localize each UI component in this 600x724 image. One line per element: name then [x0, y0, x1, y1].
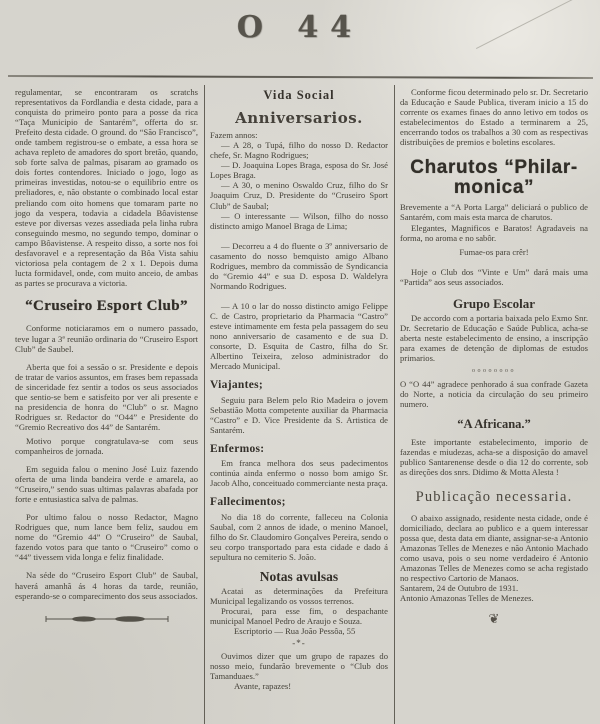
list-item: — A 28, o Tupá, filho do nosso D. Redactor chefe, Sr. Magno Rodrigues; — [210, 140, 388, 161]
paragraph: Conforme noticiaramos em o numero passado, teve lugar a 3ª reunião ordinaria do “Cruseiro Esport Club” de Saubel. — [15, 323, 198, 354]
section-title-notas-avulsas: Notas avulsas — [259, 569, 339, 585]
subsection-anniversarios: Anniversarios. — [235, 108, 363, 127]
paragraph: Seguiu para Belem pelo Rio Madeira o jovem Sebastião Motta competente auxiliar da Pharmacia “Castro” e D. Vice Presidente da S. Artistica de Santarém. — [210, 394, 388, 435]
divider-ornament-icon — [42, 613, 172, 625]
paragraph: Este importante estabelecimento, imporio de fazendas e miudezas, acha-se a disposição do amavel publico Santarenense desde o dia 12 do corrente, sob as direções dos snrs. Didimo & Motta Alesta ! — [400, 436, 588, 478]
masthead-title: O 44 — [236, 10, 364, 45]
paragraph: Procurai, para esse fim, o despachante municipal Manoel Pedro de Araujo e Souza. — [210, 606, 388, 627]
paragraph: — A 10 o lar do nosso distincto amigo Felippe C. de Castro, proprietario da Pharmacia “Castro” esteve intimamente em festa pela passagem do seu nono anniversario de casamento e de sua D. consorte, D. Esquita de Castro, filha do Sr. Albertino Teixeira, zeloso administrador do Mercado Municipal. — [210, 300, 388, 372]
paragraph: Brevemente a “A Porta Larga” deliciará o publico de Santarém, com mais esta marca de charutos. — [400, 202, 588, 223]
column-right — [394, 85, 594, 724]
paragraph: Avante, rapazes! — [234, 680, 292, 691]
article-football-continuation: regulamentar, se encontraram os scratchs representativos da Fordlandia e desta cidade, para a conquista do primeiro ponto para a posse da rica “Taça Municipio de Santarém”, offerta do sr. Prefeito desta cidade. O ground. do “São Francisco”, onde tambem registrou-se o embate, a essa hora se achava repleto de amadores do sport bretão, quando, sob forte salva de palmas, pisaram ao gramado os dois fortes contendores. Iniciado o jogo, logo as primeiras investidas, notou-se o equilibrio entre os preliadores, e, não obstante o combinado local estar preliando com oito homens que tomaram parte no jogo da vespera, todavia a cidadela Bôavistense esteve por diversas vezes assediada pela linha rubra conseguindo mesmo, no segundo tempo, dominar o campo Bôavistense. A respeito disso, a sorte nos foi desfavoravel e a representação da Bôa Vista sahiu victoriosa pela contagem de 2 x 1. Depois duma lucta formidavel, onde, com muito anceio, de ambas as partes se procurava a victoria. — [15, 87, 198, 288]
paragraph: O “O 44” agradece penhorado á sua confrade Gazeta do Norte, a noticia da circulação do seu primeiro numero. — [400, 379, 588, 410]
section-title-a-africana: “A Africana.” — [457, 417, 531, 432]
dotted-divider-icon: oooooooo — [472, 368, 516, 375]
paragraph: — Decorreu a 4 do fluente o 3º anniversario de casamento do nosso bemquisto amigo Albano Rodrigues, membro da commissão de Syndicancia do “Gremio 44” e sua D. esposa D. Waldelyra Normando Rodrigues. — [210, 240, 388, 291]
masthead-rule — [8, 75, 593, 79]
subsection-viajantes: Viajantes; — [210, 379, 264, 392]
list-item: — D. Joaquina Lopes Braga, esposa do Sr. José Lopes Braga. — [210, 160, 388, 181]
asterisk-divider-icon: -*- — [292, 638, 306, 649]
signature-line: Antonio Amazonas Telles de Menezes. — [400, 593, 534, 604]
paragraph: Por ultimo falou o nosso Redactor, Magno Rodrigues que, num lance bem feliz, saudou em nome do “Gremio 44” O “Cruseiro” de Saubal, fazendo votos para que tanto o “Cruseiro” como o “44” tivessem vida longa e feliz finalidade. — [15, 512, 198, 563]
ad-headline-line1: Charutos “Philar- — [410, 157, 578, 179]
paragraph: De accordo com a portaria baixada pelo Exmo Snr. Dr. Secretario de Educação e Saúde Publica, acha-se aberta neste estabelecimento de ensino, a inscripção para exames de detenção de diplomas de estudos primarios. — [400, 312, 588, 364]
paragraph: Acatai as determinações da Prefeitura Municipal legalizando os vossos terrenos. — [210, 585, 388, 606]
floral-ornament-icon: ❦ — [488, 611, 500, 627]
date-line: Santarem, 24 de Outubro de 1931. — [400, 583, 519, 594]
headline-cruseiro-esport-club: “Cruseiro Esport Club” — [25, 297, 188, 314]
paragraph: Hoje o Club dos “Vinte e Um” dará mais uma “Partida” aos seus associados. — [400, 266, 588, 287]
section-title-grupo-escolar: Grupo Escolar — [453, 295, 535, 311]
subsection-fallecimentos: Fallecimentos; — [210, 496, 286, 509]
subsection-enfermos: Enfermos: — [210, 442, 265, 455]
ad-headline-line2: monica” — [453, 176, 535, 198]
paragraph: Na séde do “Cruseiro Esport Club” de Saubal, haverá amanhã ás 4 horas da tarde, reunião, esperando-se o comparecimento dos seus associados. — [15, 570, 198, 601]
paragraph: Em franca melhora dos seus padecimentos continúa ainda enfermo o nosso bom amigo Sr. Jacob Alho, conceituado commerciante nesta praça. — [210, 458, 388, 489]
paragraph: Motivo porque congratulava-se com seus companheiros de jornada. — [15, 435, 198, 456]
ad-slogan: Fumae-os para crêr! — [459, 246, 529, 257]
paragraph: Aberta que foi a sessão o sr. Presidente e depois de tratar de varios assuntos, em frases bem repassada de sinceridade fez sentir a todos os seus associados que sentio-se bem e satisfeito por ver ali presente e na presidencia de honra do “Club” o sr. Magno Rodrigues sr. Redactor do “O44” e Presidente do “Gremio Recreativo dos 44” de Santarém. — [15, 361, 198, 432]
section-title-vida-social: Vida Social — [263, 88, 335, 102]
paragraph: O abaixo assignado, residente nesta cidade, onde é domiciliado, declara ao publico e a quem interessar possa que, desta data em diante, assignar-se-a Antonio Amazonas Telles de Menezes e não Antonio Machado como usava, pois o seu nome verdadeiro é Antonio Amazonas Telles de Menezes como se acha registado no respectivo Cartorio de Manaos. — [400, 513, 588, 584]
paragraph: Fazem annos: — [210, 130, 258, 141]
column-middle — [204, 85, 394, 724]
article-exames: Conforme ficou determinado pelo sr. Dr. Secretario da Educação e Saude Publica, tiveram inicio a 15 do corrente os exames finaes do anno letivo em todos os estabelecimentos do Estado a terminarem a 25, encerrando todos os trabalhos a 30 com as respectivas distribuições de premios e boletins escolares. — [400, 87, 588, 148]
paragraph: Elegantes, Magnificos e Baratos! Agradaveis na forma, no aroma e no sabôr. — [400, 222, 588, 243]
paragraph: Ouvimos dizer que um grupo de rapazes do nosso meio, fundarão brevemente o “Club dos Tamanduaes.” — [210, 650, 388, 681]
paragraph: Em seguida falou o menino José Luiz fazendo oferta de uma linda bandeira verde e amarela, ao “Cruseiro,” sendo suas ultimas palavras abafada por forte e entusiastica salva de palmas. — [15, 464, 198, 505]
ad-headline-charutos-philarmonica — [400, 158, 588, 197]
page-columns — [10, 85, 594, 724]
list-item: — A 30, o menino Oswaldo Cruz, filho do Sr Joaquim Cruz, D. Presidente do “Cruseiro Sport Club” de Saubal; — [210, 180, 388, 211]
paragraph: No dia 18 do corrente, falleceu na Colonia Saubal, com 2 annos de idade, o menino Manoel, filho do Sr. Claudomiro Gonçalves Pereira, sendo o seu corpo transportado para esta cidade e dado á sepultura no cemiterio S. João. — [210, 511, 388, 563]
section-title-publicacao-necessaria: Publicação necessaria. — [415, 489, 573, 506]
list-item: — O interessante — Wilson, filho do nosso distincto amigo Manoel Braga de Lima; — [210, 210, 388, 231]
address-line: Escriptorio — Rua João Pessôa, 55 — [234, 626, 356, 637]
column-left — [10, 85, 204, 724]
